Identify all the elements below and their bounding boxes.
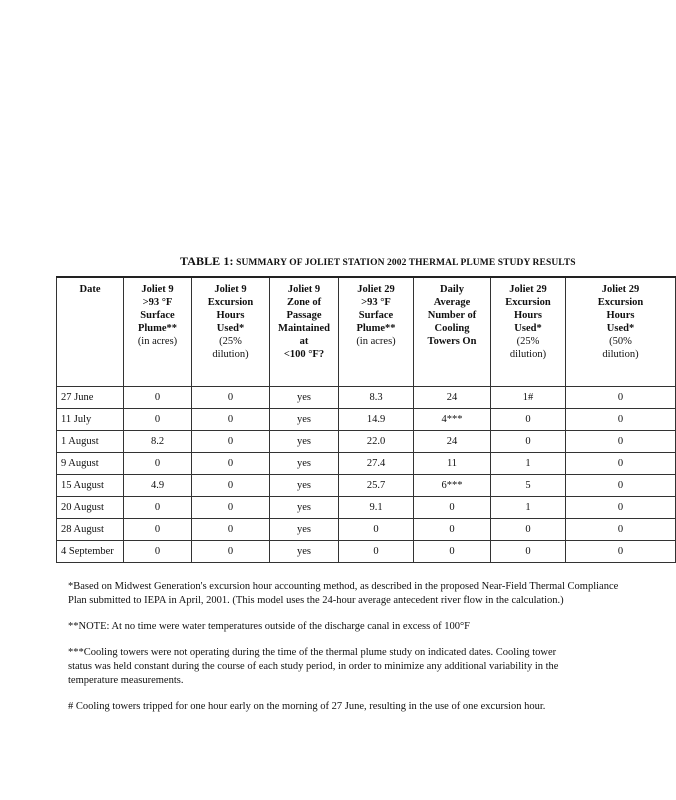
value-cell: 9.1 (339, 497, 414, 519)
value-cell: 0 (124, 453, 192, 475)
value-cell: 0 (124, 519, 192, 541)
table-title-text: SUMMARY OF JOLIET STATION 2002 THERMAL PLUME STUDY RESULTS (236, 258, 576, 268)
value-cell: 0 (566, 541, 676, 563)
footnote-3-line-1: ***Cooling towers were not operating during the time of the thermal plume study on indicated dates. Cooling tower (68, 647, 557, 658)
date-cell: 15 August (57, 475, 124, 497)
value-cell: 0 (491, 519, 566, 541)
value-cell: 4.9 (124, 475, 192, 497)
header-date (57, 277, 124, 387)
table-row (57, 387, 676, 409)
table-body (57, 387, 676, 563)
header-joliet29-plume (339, 277, 414, 387)
value-cell: 0 (192, 431, 270, 453)
footnote-3-line-3: temperature measurements. (68, 675, 184, 686)
value-cell: 0 (192, 387, 270, 409)
header-cooling-towers (414, 277, 491, 387)
value-cell: 8.3 (339, 387, 414, 409)
value-cell: 14.9 (339, 409, 414, 431)
header-line: Joliet 29 (357, 284, 395, 295)
value-cell: 0 (491, 431, 566, 453)
header-line: Used* (606, 323, 635, 334)
date-cell: 11 July (57, 409, 124, 431)
value-cell: 5 (491, 475, 566, 497)
header-line: Hours (606, 310, 635, 321)
date-cell: 20 August (57, 497, 124, 519)
header-line: Date (79, 284, 101, 295)
value-cell: 0 (192, 497, 270, 519)
header-line: (25% (219, 336, 242, 347)
header-line: >93 °F (361, 297, 391, 308)
value-cell: 0 (339, 519, 414, 541)
header-line: Used* (216, 323, 245, 334)
value-cell: 0 (566, 387, 676, 409)
value-cell: 0 (192, 541, 270, 563)
value-cell: 0 (566, 497, 676, 519)
header-line: Joliet 9 (287, 284, 321, 295)
table-row (57, 475, 676, 497)
footnote-cooling-towers (68, 646, 628, 688)
value-cell: 24 (414, 387, 491, 409)
value-cell: yes (270, 431, 339, 453)
value-cell: 0 (192, 453, 270, 475)
results-table-container (56, 276, 644, 569)
header-line: Hours (216, 310, 245, 321)
header-line: Joliet 29 (509, 284, 547, 295)
footnote-3-line-2: status was held constant during the course of each study period, in order to minimize any additional variability in the (68, 661, 559, 672)
value-cell: 0 (124, 541, 192, 563)
value-cell: yes (270, 519, 339, 541)
results-table (56, 276, 676, 563)
header-line: dilution) (602, 349, 639, 360)
footnote-1-line-1: *Based on Midwest Generation's excursion hour accounting method, as described in the proposed Near-Field Thermal Compliance (68, 581, 619, 592)
value-cell: 0 (414, 497, 491, 519)
value-cell: 0 (192, 409, 270, 431)
value-cell: 0 (339, 541, 414, 563)
header-joliet9-excursion (192, 277, 270, 387)
value-cell: 1# (491, 387, 566, 409)
header-line: Excursion (505, 297, 551, 308)
table-row (57, 497, 676, 519)
value-cell: 0 (414, 541, 491, 563)
value-cell: 0 (566, 431, 676, 453)
header-line: Towers On (427, 336, 477, 347)
header-line: at (299, 336, 309, 347)
header-line: Used* (514, 323, 542, 334)
date-cell: 4 September (57, 541, 124, 563)
value-cell: yes (270, 409, 339, 431)
value-cell: yes (270, 475, 339, 497)
value-cell: 25.7 (339, 475, 414, 497)
header-line: Excursion (597, 297, 644, 308)
header-line: <100 °F? (283, 349, 325, 360)
header-line: Plume** (356, 323, 396, 334)
header-line: Number of (427, 310, 477, 321)
value-cell: 1 (491, 453, 566, 475)
header-row (57, 277, 676, 387)
footnote-tripped (68, 700, 628, 714)
table-row (57, 409, 676, 431)
header-joliet9-zone (270, 277, 339, 387)
value-cell: yes (270, 497, 339, 519)
header-line: dilution) (509, 349, 547, 360)
value-cell: yes (270, 453, 339, 475)
table-title-lead: TABLE 1: (180, 254, 234, 268)
header-line: dilution) (212, 349, 249, 360)
table-row (57, 431, 676, 453)
header-line: Daily (440, 284, 464, 295)
date-cell: 27 June (57, 387, 124, 409)
value-cell: 0 (566, 453, 676, 475)
value-cell: 0 (491, 409, 566, 431)
table-row (57, 541, 676, 563)
value-cell: 24 (414, 431, 491, 453)
date-cell: 1 August (57, 431, 124, 453)
header-joliet29-excursion-25 (491, 277, 566, 387)
header-line: (50% (609, 336, 632, 347)
header-joliet9-plume (124, 277, 192, 387)
header-line: Plume** (137, 323, 178, 334)
value-cell: 22.0 (339, 431, 414, 453)
value-cell: 0 (566, 409, 676, 431)
footnotes (68, 580, 628, 726)
table-row (57, 519, 676, 541)
value-cell: 4*** (414, 409, 491, 431)
value-cell: 0 (414, 519, 491, 541)
header-line: (in acres) (356, 336, 396, 347)
date-cell: 9 August (57, 453, 124, 475)
header-line: >93 °F (142, 297, 173, 308)
header-line: Cooling (434, 323, 470, 334)
value-cell: 0 (124, 409, 192, 431)
header-line: (in acres) (137, 336, 178, 347)
header-line: Hours (513, 310, 542, 321)
header-line: Joliet 29 (601, 284, 640, 295)
value-cell: yes (270, 387, 339, 409)
value-cell: 0 (566, 475, 676, 497)
header-line: (25% (516, 336, 540, 347)
value-cell: 6*** (414, 475, 491, 497)
header-line: Average (433, 297, 471, 308)
value-cell: 1 (491, 497, 566, 519)
table-row (57, 453, 676, 475)
value-cell: yes (270, 541, 339, 563)
value-cell: 0 (566, 519, 676, 541)
value-cell: 27.4 (339, 453, 414, 475)
value-cell: 0 (124, 387, 192, 409)
header-line: Surface (140, 310, 175, 321)
footnote-1-line-2: Plan submitted to IEPA in April, 2001. (This model uses the 24-hour average antecedent river flow in the calculation.) (68, 595, 564, 606)
value-cell: 0 (192, 475, 270, 497)
header-line: Zone of (286, 297, 322, 308)
header-joliet29-excursion-50 (566, 277, 676, 387)
value-cell: 0 (491, 541, 566, 563)
header-line: Excursion (207, 297, 254, 308)
footnote-temperature-note (68, 620, 628, 634)
header-line: Joliet 9 (141, 284, 174, 295)
header-line: Surface (358, 310, 394, 321)
date-cell: 28 August (57, 519, 124, 541)
footnote-2-text: **NOTE: At no time were water temperatures outside of the discharge canal in excess of 100°F (68, 621, 471, 632)
value-cell: 0 (192, 519, 270, 541)
footnote-4-text: # Cooling towers tripped for one hour early on the morning of 27 June, resulting in the use of one excursion hour. (68, 701, 546, 712)
header-line: Joliet 9 (214, 284, 247, 295)
value-cell: 0 (124, 497, 192, 519)
value-cell: 11 (414, 453, 491, 475)
value-cell: 8.2 (124, 431, 192, 453)
footnote-excursion-method (68, 580, 628, 608)
header-line: Maintained (278, 323, 330, 334)
header-line: Passage (286, 310, 322, 321)
table-title (180, 254, 618, 269)
